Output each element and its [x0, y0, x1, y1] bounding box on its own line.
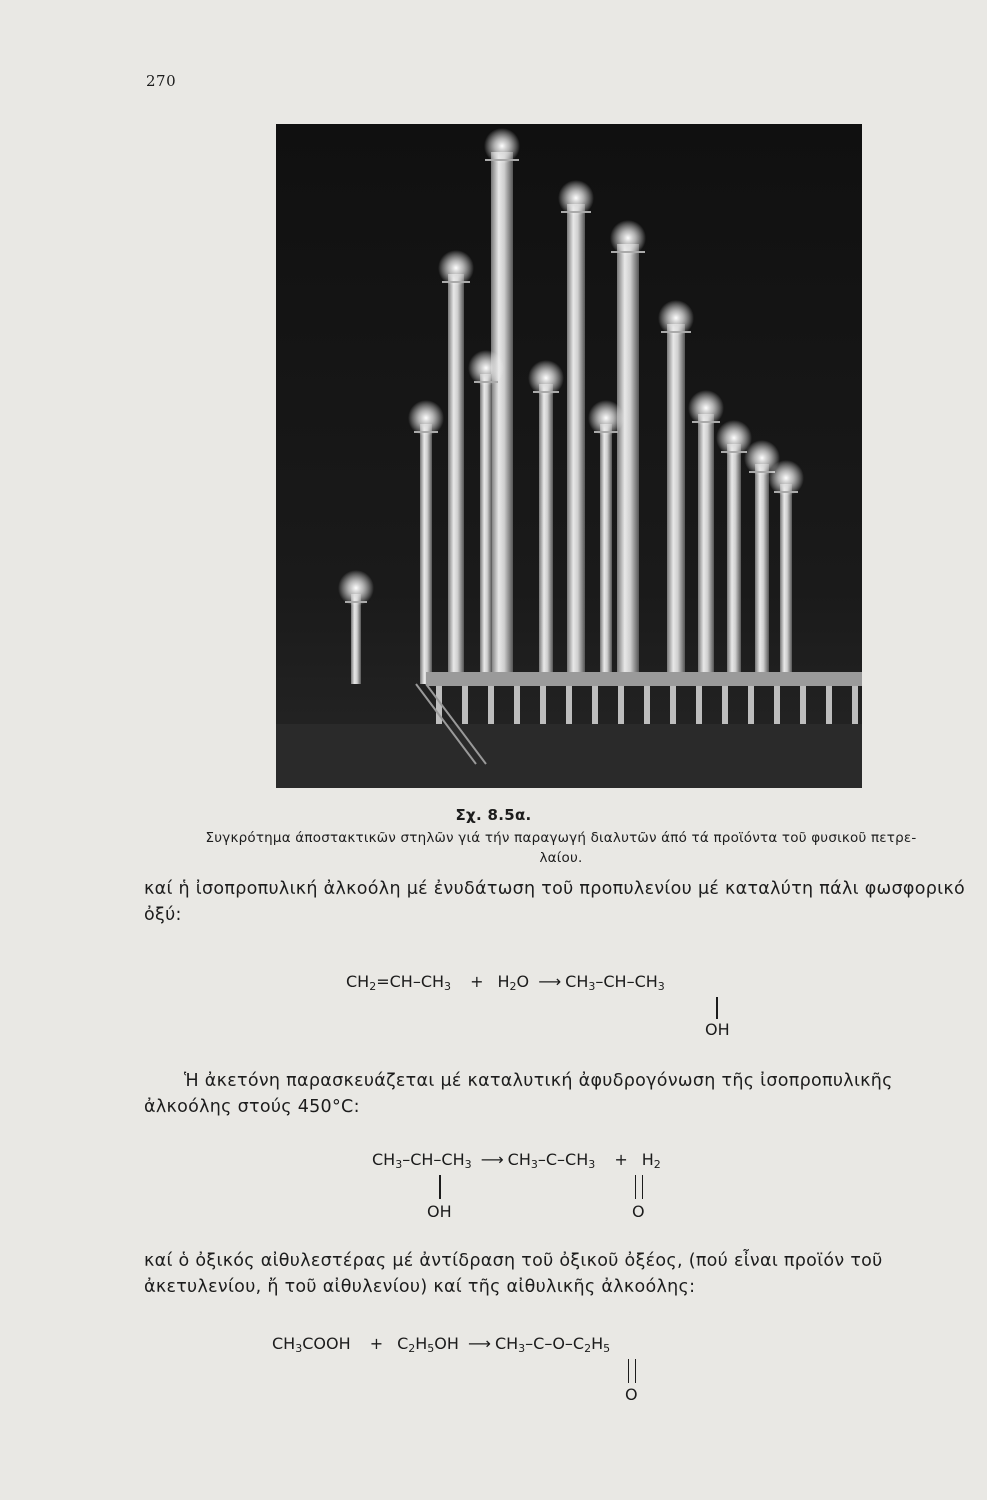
- column-light: [528, 360, 564, 396]
- column: [491, 152, 513, 684]
- eq1-product-ch3b: $CH_3$: [634, 972, 665, 993]
- eq2-double-bond-o: [635, 1175, 643, 1199]
- column: [780, 484, 792, 684]
- column-light: [468, 350, 504, 386]
- column-light: [610, 220, 646, 256]
- eq3-double-bond-o: [628, 1359, 636, 1383]
- column: [351, 594, 361, 684]
- column: [755, 464, 769, 684]
- column: [539, 384, 553, 684]
- column: [567, 204, 585, 684]
- eq1-water: $H_2O$: [497, 972, 530, 993]
- paragraph-ethyl-acetate: καί ὁ ὀξικός αἰθυλεστέρας μέ ἀντίδραση τοῦ ὀξικοῦ ὀξέος, (πού εἶναι προϊόν τοῦ ἀκετυλενίου, ἤ τοῦ αἰθυλενίου) καί τῆς αἰθυλικῆς ἀλκοόλης:: [144, 1251, 883, 1297]
- figure-caption: [140, 828, 982, 868]
- ground: [276, 724, 862, 788]
- column: [600, 424, 612, 684]
- equation-isopropanol: $CH_2=CH-CH_3 + H_2O$ ⟶ $CH_3-CH-CH_3$: [346, 972, 665, 993]
- eq2-plus: +: [614, 1150, 628, 1169]
- column-light: [408, 400, 444, 436]
- column-light: [558, 180, 594, 216]
- column: [448, 274, 464, 684]
- paragraph-isopropanol: καί ἡ ἰσοπροπυλική ἀλκοόλη μέ ἐνυδάτωση τοῦ προπυλενίου μέ καταλύτη πάλι φωσφορικό ὀξύ:: [144, 879, 965, 925]
- eq1-hydroxyl: OH: [705, 1020, 730, 1039]
- column-light: [338, 570, 374, 606]
- eq2-bond-line-oh: [439, 1175, 441, 1199]
- eq2-oxygen: O: [632, 1202, 645, 1221]
- eq1-ch: CH: [389, 972, 413, 991]
- column: [698, 414, 714, 684]
- figure-caption-line-1: Συγκρότημα άποστακτικῶν στηλῶν γιά τήν παραγωγή διαλυτῶν άπό τά προϊόντα τοῦ φυσικοῦ πετρε-: [205, 830, 917, 846]
- eq2-arrow: ⟶: [480, 1150, 504, 1169]
- eq3-acetic-acid: $CH_3COOH$: [272, 1334, 351, 1355]
- equation-acetone: $CH_3-CH-CH_3$ ⟶ $CH_3-C-CH_3 + H_2$: [372, 1150, 661, 1171]
- eq1-ch3: $CH_3$: [420, 972, 452, 993]
- eq3-oxygen: O: [625, 1385, 638, 1404]
- column-light: [588, 400, 624, 436]
- column-light: [484, 128, 520, 164]
- eq3-ester: $CH_3-C-O-C_2H_5$: [494, 1334, 611, 1355]
- deck: [426, 672, 862, 686]
- eq2-hydrogen: $H_2$: [641, 1150, 661, 1171]
- column: [727, 444, 741, 684]
- page-number: 270: [146, 72, 177, 90]
- figure-caption-line-2: λαίου.: [539, 850, 583, 866]
- eq3-ethanol: $C_2H_5OH$: [397, 1334, 459, 1355]
- eq1-plus: +: [470, 972, 484, 991]
- column: [480, 374, 492, 684]
- eq1-double-bond: =: [376, 972, 390, 991]
- column: [667, 324, 685, 684]
- column-light: [688, 390, 724, 426]
- eq2-carbonyl-c: C: [545, 1150, 558, 1169]
- eq1-product-ch3: $CH_3$: [565, 972, 596, 993]
- eq1-arrow: ⟶: [538, 972, 562, 991]
- column-light: [768, 460, 804, 496]
- paragraph-acetone: Ἡ ἀκετόνη παρασκευάζεται μέ καταλυτική ἀφυδρογόνωση τῆς ἰσοπροπυλικῆς ἀλκοόλης στούς 450°C:: [144, 1071, 893, 1117]
- eq3-plus: +: [369, 1334, 384, 1353]
- eq2-hydroxyl: OH: [427, 1202, 452, 1221]
- column-light: [438, 250, 474, 286]
- column: [420, 424, 432, 684]
- eq1-ch2: $CH_2$: [346, 972, 377, 993]
- eq1-product-ch: CH: [603, 972, 627, 991]
- eq3-arrow: ⟶: [468, 1334, 491, 1353]
- column: [617, 244, 639, 684]
- figure-title: Σχ. 8.5α.: [455, 806, 532, 824]
- figure-photo-distillation-columns: [276, 124, 862, 788]
- eq1-bond-line: [716, 997, 718, 1019]
- column-light: [658, 300, 694, 336]
- equation-ethyl-acetate: [272, 1334, 610, 1355]
